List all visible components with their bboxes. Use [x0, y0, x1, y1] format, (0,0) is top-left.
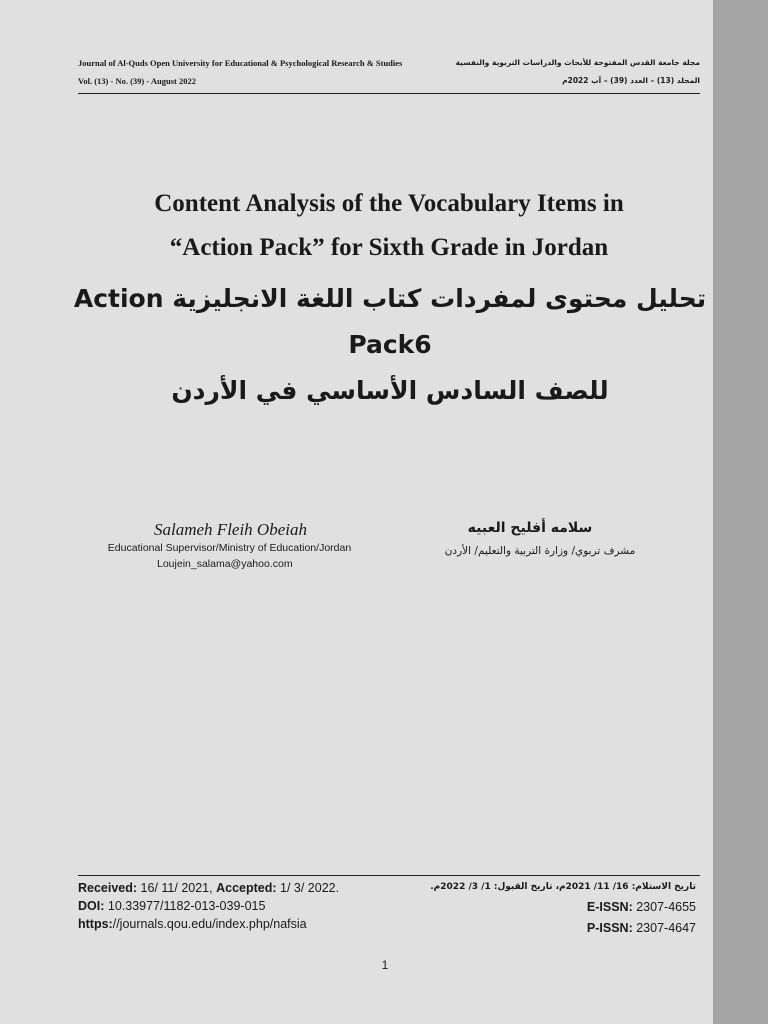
- pissn-line: [587, 921, 696, 935]
- footer-divider: [78, 875, 700, 876]
- pissn-label: P-ISSN:: [586, 921, 633, 935]
- header-divider: [78, 93, 700, 94]
- doi-label: DOI:: [78, 899, 105, 913]
- volume-info-ar: المجلد (13) – العدد (39) – آب 2022م: [562, 76, 700, 85]
- author-email: Loujein_salama@yahoo.com: [157, 558, 293, 570]
- received-date: 16/ 11/ 2021,: [140, 881, 213, 895]
- eissn-label: E-ISSN:: [586, 900, 633, 914]
- received-accepted-line: [78, 881, 339, 895]
- doi-line: [78, 899, 265, 913]
- accepted-label: Accepted:: [216, 881, 277, 895]
- page-side-band: [713, 0, 768, 1024]
- journal-name-ar: مجلة جامعة القدس المفتوحة للأبحاث والدراسات التربوية والنفسية: [455, 58, 700, 67]
- paper-title-ar: [60, 276, 720, 414]
- pissn-value: 2307-4647: [636, 921, 696, 935]
- page-number: 1: [381, 958, 389, 972]
- paper-title-en: [78, 182, 700, 270]
- journal-url: //journals.qou.edu/index.php/nafsia: [112, 917, 307, 931]
- received-label: Received:: [78, 881, 138, 895]
- dates-ar: تاريخ الاستلام: 16/ 11/ 2021م، تاريخ القبول: 1/ 3/ 2022م.: [430, 882, 696, 892]
- eissn-line: [587, 900, 696, 914]
- journal-url-line: [78, 917, 307, 931]
- volume-info-en: Vol. (13) - No. (39) - August 2022: [78, 76, 196, 86]
- paper-title-ar-line2: للصف السادس الأساسي في الأردن: [171, 376, 609, 405]
- paper-title-en-line2: “Action Pack” for Sixth Grade in Jordan: [169, 234, 609, 261]
- author-name-ar: سلامه أفليح العبيه: [467, 520, 593, 536]
- eissn-value: 2307-4655: [636, 900, 696, 914]
- author-affiliation-ar: مشرف تربوي/ وزارة التربية والتعليم/ الأردن: [444, 545, 636, 557]
- paper-title-ar-line1: تحليل محتوى لمفردات كتاب اللغة الانجليزية Action Pack6: [73, 284, 707, 359]
- doi-value: 10.33977/1182-013-039-015: [107, 899, 266, 913]
- https-label: https:: [78, 917, 113, 931]
- journal-name-en: Journal of Al-Quds Open University for Educational & Psychological Research & Studies: [78, 58, 403, 68]
- accepted-date: 1/ 3/ 2022.: [280, 881, 340, 895]
- author-affiliation-en: Educational Supervisor/Ministry of Education/Jordan: [107, 542, 352, 554]
- paper-title-en-line1: Content Analysis of the Vocabulary Items in: [154, 190, 624, 217]
- author-name-en: Salameh Fleih Obeiah: [154, 520, 307, 539]
